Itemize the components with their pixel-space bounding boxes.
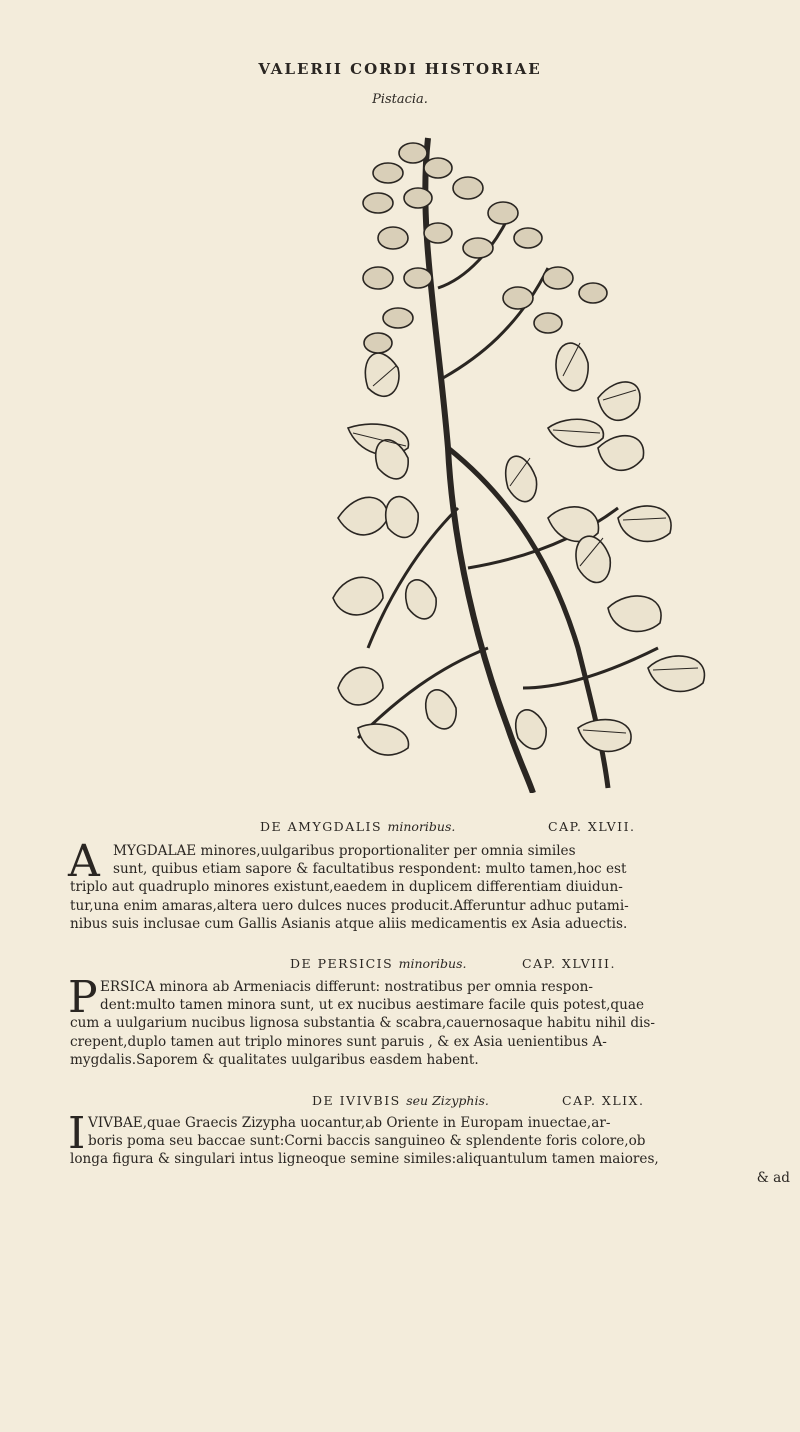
drop-cap: A	[68, 836, 100, 887]
chapter-title: DE AMYGDALIS	[260, 819, 383, 834]
text-line: mygdalis.Saporem & qualitates uulgaribus easdem habent.	[70, 1051, 479, 1068]
text-line: MYGDALAE minores,uulgaribus proportionaliter per omnia similes	[113, 843, 576, 859]
chapter-number: CAP. XLVIII.	[522, 956, 616, 971]
chapter-text-amygdalis	[68, 836, 792, 933]
chapter-title: DE IVIVBIS	[312, 1093, 401, 1108]
running-head: VALERII CORDI HISTORIAE	[258, 60, 542, 78]
chapter-text-persicis	[68, 972, 792, 1069]
text-line: boris poma seu baccae sunt:Corni baccis sanguineo & splendente foris colore,ob	[88, 1133, 646, 1150]
chapter-number: CAP. XLVII.	[548, 819, 636, 834]
chapter-title-italic: minoribus.	[387, 819, 456, 834]
text-line: dent:multo tamen minora sunt, ut ex nucibus aestimare facile quis potest,quae	[100, 997, 645, 1014]
chapter-title-italic: seu Zizyphis.	[406, 1093, 489, 1108]
chapter-title-italic: minoribus.	[398, 956, 467, 971]
text-line: nibus suis inclusae cum Gallis Asianis atque aliis medicamentis ex Asia aduectis.	[70, 915, 628, 932]
drop-cap: P	[68, 972, 98, 1023]
pistacia-woodcut-illustration	[318, 128, 798, 793]
drop-cap: I	[68, 1108, 86, 1159]
text-line: triplo aut quadruplo minores existunt,eaedem in duplicem differentiam diuidun-	[70, 879, 623, 896]
chapter-title: DE PERSICIS	[290, 956, 394, 971]
chapter-text-iuiubis	[68, 1108, 792, 1169]
text-line: cum a uulgarium nucibus lignosa substantia & scabra,cauernosaque habitu nihil dis-	[70, 1015, 655, 1032]
text-line: sunt, quibus etiam sapore & facultatibus respondent: multo tamen,hoc est	[113, 861, 627, 878]
figure-caption: Pistacia.	[372, 92, 428, 107]
text-line: crepent,duplo tamen aut triplo minores sunt paruis , & ex Asia uenientibus A-	[70, 1033, 607, 1050]
text-line: VIVBAE,quae Graecis Zizypha uocantur,ab Oriente in Europam inuectae,ar-	[88, 1115, 611, 1131]
text-line: ERSICA minora ab Armeniacis differunt: nostratibus per omnia respon-	[100, 979, 593, 995]
catchword: & ad	[756, 1170, 790, 1186]
text-line: tur,una enim amaras,altera uero dulces nuces producit.Afferuntur adhuc putami-	[70, 897, 629, 914]
text-line: longa figura & singulari intus ligneoque semine similes:aliquantulum tamen maiores,	[70, 1151, 659, 1168]
chapter-number: CAP. XLIX.	[562, 1093, 645, 1108]
